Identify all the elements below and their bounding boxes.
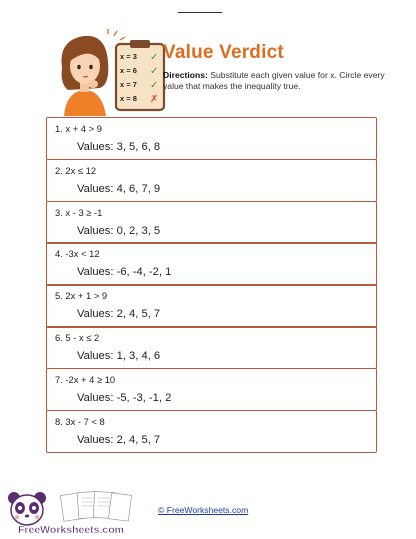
clipboard-eq-2: x = 6 (120, 66, 137, 75)
problem-box-2 (46, 159, 377, 202)
worksheet-title: Value Verdict (163, 42, 284, 63)
worksheet-header (46, 26, 386, 116)
problem-inequality: 5. 2x + 1 > 9 (55, 290, 108, 302)
directions (163, 70, 391, 92)
footer-website-link[interactable]: © FreeWorksheets.com (158, 505, 249, 515)
clipboard-eq-4: x = 8 (120, 94, 137, 103)
problem-values[interactable]: Values: -5, -3, -1, 2 (77, 391, 172, 404)
problem-inequality: 6. 5 - x ≤ 2 (55, 331, 100, 343)
problem-inequality: 4. -3x < 12 (55, 248, 100, 260)
panda-mascot-icon (8, 492, 46, 525)
problem-values[interactable]: Values: 2, 4, 5, 7 (77, 433, 161, 446)
problem-values[interactable]: Values: 2, 4, 5, 7 (77, 308, 161, 321)
worksheet-thumbnails-icon (60, 491, 131, 521)
problem-list (46, 117, 377, 453)
problem-box-7 (46, 368, 377, 411)
problem-box-6 (46, 326, 377, 369)
problem-values[interactable]: Values: 4, 6, 7, 9 (77, 182, 161, 195)
brand-text: FreeWorksheets.com (18, 524, 125, 536)
problem-inequality: 2. 2x ≤ 12 (55, 164, 97, 176)
problem-inequality: 8. 3x - 7 < 8 (55, 415, 105, 427)
problem-values[interactable]: Values: -6, -4, -2, 1 (77, 266, 172, 279)
directions-text: Substitute each given value for x. Circle every value that makes the inequality true. (163, 70, 385, 91)
problem-box-8 (46, 410, 377, 453)
problem-values[interactable]: Values: 1, 3, 4, 6 (77, 349, 161, 362)
problem-box-3 (46, 201, 377, 244)
clipboard-eq-1: x = 3 (120, 52, 137, 61)
problem-box-1 (46, 117, 377, 160)
name-line (178, 12, 222, 13)
problem-inequality: 7. -2x + 4 ≥ 10 (55, 373, 116, 385)
problem-inequality: 1. x + 4 > 9 (55, 123, 102, 134)
problem-values[interactable]: Values: 3, 5, 6, 8 (77, 141, 161, 153)
freeworksheets-logo (4, 488, 164, 536)
problem-values[interactable]: Values: 0, 2, 3, 5 (77, 224, 161, 237)
check-icon: ✓ (150, 80, 159, 91)
problem-box-4 (46, 242, 377, 285)
girl-with-clipboard-illustration (56, 28, 176, 116)
check-icon: ✓ (150, 52, 159, 63)
directions-label: Directions: (163, 70, 208, 80)
check-icon: ✓ (150, 66, 159, 77)
problem-box-5 (46, 284, 377, 327)
clipboard-eq-3: x = 7 (120, 80, 137, 89)
cross-icon: ✗ (150, 94, 159, 105)
problem-inequality: 3. x - 3 ≥ -1 (55, 206, 103, 218)
